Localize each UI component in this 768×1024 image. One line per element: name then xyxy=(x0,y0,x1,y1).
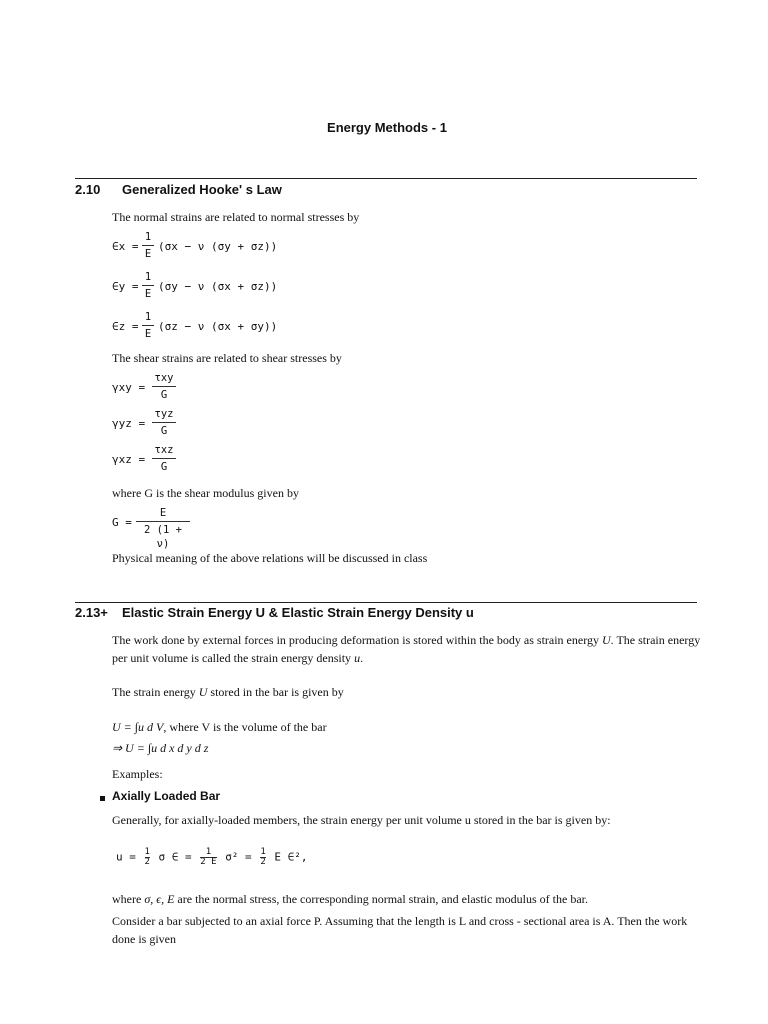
equation-energy-density: u = $\frac{1}{2}$ σ ∈ = $\frac{1}{2 E}$ σ² = $\frac{1}{2}$ E ∈², xyxy=(116,847,308,867)
fraction-tau-over-G: τxz G xyxy=(152,443,176,474)
axial-bar-setup: Consider a bar subjected to an axial force P. Assuming that the length is L and cross - sectional area is A. Then the work done is given xyxy=(112,914,688,946)
section-title: Generalized Hooke' s Law xyxy=(122,182,282,197)
equation-energy-triple-integral: ⇒ U = ∫u d x d y d z xyxy=(112,741,209,755)
fraction-one-half: $\frac{1}{2}$ xyxy=(144,847,150,867)
normal-strain-intro: The normal strains are related to normal stresses by xyxy=(112,210,360,224)
fraction-one-over-E: 1 E xyxy=(142,270,154,301)
section-title: Elastic Strain Energy U & Elastic Strain Energy Density u xyxy=(122,605,474,620)
fraction-one-over-2E: $\frac{1}{2 E}$ xyxy=(200,847,217,867)
equation-gamma-yz xyxy=(112,407,312,441)
section-number: 2.13+ xyxy=(75,605,108,620)
equation-epsilon-y xyxy=(112,270,412,304)
fraction-tau-over-G: τyz G xyxy=(152,407,176,438)
equation-energy-volume-integral: U = ∫u d V, where V is the volume of the bar xyxy=(112,720,327,734)
equation-rhs: (σz − ν (σx + σy)) xyxy=(158,320,278,333)
symbol-definitions: where σ, ϵ, E are the normal stress, the corresponding normal strain, and elastic modulus of the bar. xyxy=(112,892,588,906)
equation-gamma-xz xyxy=(112,443,312,477)
equation-lhs: γxy = xyxy=(112,381,146,394)
equation-lhs: γyz = xyxy=(112,417,146,430)
page-title: Energy Methods - 1 xyxy=(327,120,447,135)
strain-energy-stored-text: The strain energy U stored in the bar is given by xyxy=(112,685,344,699)
fraction-one-over-E: 1 E xyxy=(142,230,154,261)
section-number: 2.10 xyxy=(75,182,101,197)
axial-intro: Generally, for axially-loaded members, the strain energy per unit volume u stored in the bar is given by: xyxy=(112,813,611,827)
closing-note: Physical meaning of the above relations will be discussed in class xyxy=(112,551,428,565)
equation-epsilon-z xyxy=(112,310,412,344)
equation-lhs: ∈x = xyxy=(112,240,139,253)
equation-shear-modulus xyxy=(112,506,312,550)
strain-energy-definition: The work done by external forces in producing deformation is stored within the body as strain energy U. The strain energy per unit volume is called the strain energy density u. xyxy=(112,633,701,665)
equation-gamma-xy xyxy=(112,371,312,405)
shear-strain-intro: The shear strains are related to shear stresses by xyxy=(112,351,342,365)
section-divider xyxy=(75,178,697,179)
equation-lhs: ∈z = xyxy=(112,320,139,333)
subheading-axially-loaded-bar: Axially Loaded Bar xyxy=(112,789,221,803)
equation-lhs: G = xyxy=(112,516,132,529)
fraction-E-over-2-1-plus-nu: E 2 (1 + ν) xyxy=(136,506,190,537)
equation-epsilon-x xyxy=(112,230,412,264)
fraction-one-half: $\frac{1}{2}$ xyxy=(260,847,266,867)
fraction-one-over-E: 1 E xyxy=(142,310,154,341)
equation-lhs: ∈y = xyxy=(112,280,139,293)
equation-rhs: (σy − ν (σx + σz)) xyxy=(158,280,278,293)
section-divider xyxy=(75,602,697,603)
bullet-icon xyxy=(100,796,105,801)
equation-lhs: γxz = xyxy=(112,453,146,466)
fraction-tau-over-G: τxy G xyxy=(152,371,176,402)
equation-rhs: (σx − ν (σy + σz)) xyxy=(158,240,278,253)
examples-label: Examples: xyxy=(112,767,163,781)
shear-modulus-intro: where G is the shear modulus given by xyxy=(112,486,299,500)
